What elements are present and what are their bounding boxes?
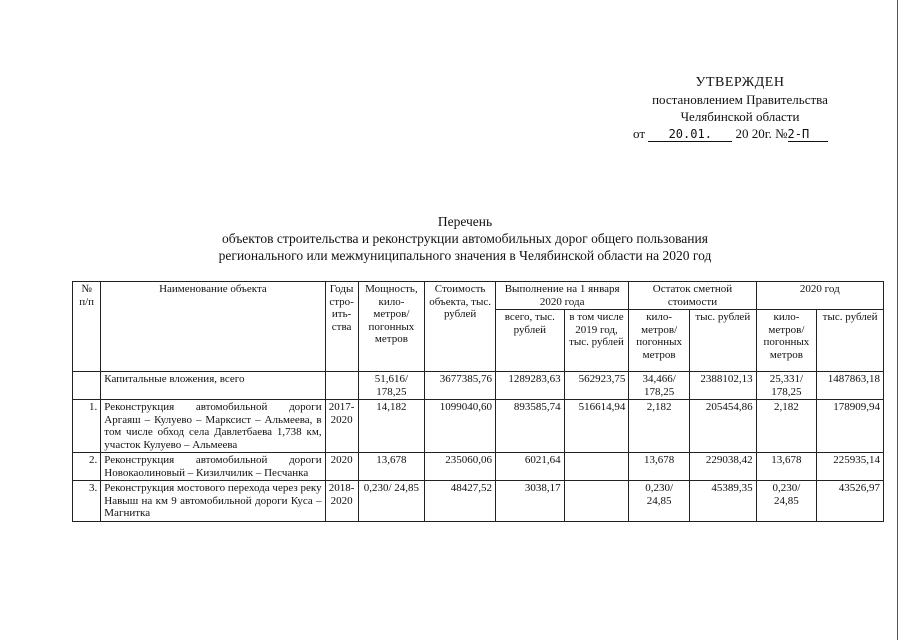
header-remainder-km: кило-метров/ погонных метров — [629, 310, 690, 372]
approval-date-line — [625, 125, 855, 142]
header-cost: Стоимость объекта, тыс. рублей — [425, 282, 496, 372]
header-2020-rub: тыс. рублей — [817, 310, 884, 372]
cell-remainder-rub: 229038,42 — [689, 453, 756, 481]
cell-years: 2018-2020 — [325, 481, 358, 522]
year-text: 20 20г. № — [735, 126, 788, 141]
table-row — [73, 481, 884, 522]
cell-2019: 516614,94 — [564, 400, 629, 453]
approval-heading: УТВЕРЖДЕН — [695, 75, 785, 90]
approval-line-1: постановлением Правительства — [652, 92, 828, 107]
date-value: 20.01. — [648, 127, 732, 142]
cell-2020-rub: 43526,97 — [817, 481, 884, 522]
cell-years — [325, 372, 358, 400]
table-row — [73, 400, 884, 453]
cell-total: 3038,17 — [495, 481, 564, 522]
cell-2020-rub: 178909,94 — [817, 400, 884, 453]
header-name: Наименование объекта — [101, 282, 325, 372]
cell-capacity: 51,616/ 178,25 — [358, 372, 425, 400]
cell-2019 — [564, 453, 629, 481]
table-row — [73, 372, 884, 400]
cell-total: 893585,74 — [495, 400, 564, 453]
header-num: № п/п — [73, 282, 101, 372]
header-remainder: Остаток сметной стоимости — [629, 282, 756, 310]
cell-years: 2020 — [325, 453, 358, 481]
cell-capacity: 14,182 — [358, 400, 425, 453]
title-line-3: регионального или межмуниципального значения в Челябинской области на 2020 год — [218, 248, 712, 263]
approval-line-2: Челябинской области — [680, 109, 800, 124]
cell-cost: 3677385,76 — [425, 372, 496, 400]
document-number: 2-П — [788, 127, 828, 142]
cell-remainder-km: 0,230/ 24,85 — [629, 481, 690, 522]
header-remainder-rub: тыс. рублей — [689, 310, 756, 372]
cell-remainder-km: 13,678 — [629, 453, 690, 481]
header-progress-2019: в том числе 2019 год, тыс. рублей — [564, 310, 629, 372]
cell-2020-km: 25,331/ 178,25 — [756, 372, 817, 400]
cell-2019: 562923,75 — [564, 372, 629, 400]
cell-remainder-rub: 2388102,13 — [689, 372, 756, 400]
cell-2020-rub: 225935,14 — [817, 453, 884, 481]
cell-capacity: 13,678 — [358, 453, 425, 481]
cell-name: Реконструкция мостового перехода через реку Навыш на км 9 автомобильной дороги Куса – Магнитка — [101, 481, 325, 522]
cell-2020-km: 2,182 — [756, 400, 817, 453]
title-line-2: объектов строительства и реконструкции автомобильных дорог общего пользования — [222, 231, 708, 246]
date-prefix: от — [633, 126, 646, 141]
header-capacity: Мощность, кило-метров/ погонных метров — [358, 282, 425, 372]
cell-capacity: 0,230/ 24,85 — [358, 481, 425, 522]
cell-total: 6021,64 — [495, 453, 564, 481]
cell-remainder-rub: 45389,35 — [689, 481, 756, 522]
cell-cost: 48427,52 — [425, 481, 496, 522]
cell-name: Капитальные вложения, всего — [101, 372, 325, 400]
header-2020-km: кило-метров/ погонных метров — [756, 310, 817, 372]
cell-remainder-km: 2,182 — [629, 400, 690, 453]
cell-num: 1. — [73, 400, 101, 453]
page-edge-line — [897, 0, 898, 640]
cell-years: 2017-2020 — [325, 400, 358, 453]
cell-cost: 235060,06 — [425, 453, 496, 481]
approval-stamp — [625, 74, 855, 142]
cell-name: Реконструкция автомобильной дороги Аргаяш – Кулуево – Марксист – Альмеева, в том числе обход села Давлетбаева 1,738 км, участок Кулуево – Альмеева — [101, 400, 325, 453]
cell-num: 2. — [73, 453, 101, 481]
cell-2020-km: 13,678 — [756, 453, 817, 481]
objects-table — [72, 281, 884, 522]
cell-2019 — [564, 481, 629, 522]
header-year-2020: 2020 год — [756, 282, 883, 310]
table-row — [73, 453, 884, 481]
document-title — [100, 213, 830, 264]
cell-num — [73, 372, 101, 400]
cell-remainder-km: 34,466/ 178,25 — [629, 372, 690, 400]
cell-remainder-rub: 205454,86 — [689, 400, 756, 453]
title-line-1: Перечень — [437, 214, 493, 229]
header-progress-total: всего, тыс. рублей — [495, 310, 564, 372]
header-progress: Выполнение на 1 января 2020 года — [495, 282, 628, 310]
cell-num: 3. — [73, 481, 101, 522]
cell-total: 1289283,63 — [495, 372, 564, 400]
cell-2020-km: 0,230/ 24,85 — [756, 481, 817, 522]
cell-cost: 1099040,60 — [425, 400, 496, 453]
cell-2020-rub: 1487863,18 — [817, 372, 884, 400]
cell-name: Реконструкция автомобильной дороги Новокаолиновый – Кизилчилик – Песчанка — [101, 453, 325, 481]
header-years: Годы стро-ить-ства — [325, 282, 358, 372]
